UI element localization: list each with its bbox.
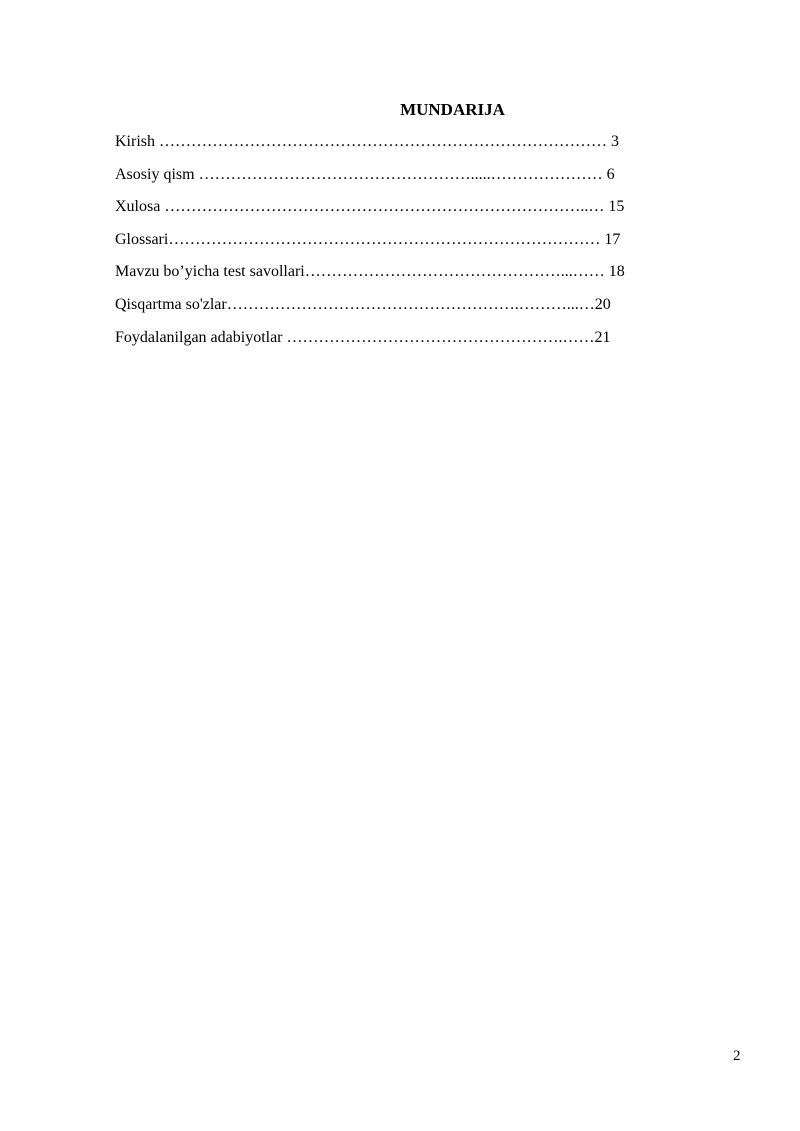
toc-entry-page: 17 <box>604 230 621 248</box>
toc-entry-leader: …………………………………………...…… <box>304 263 609 281</box>
toc-entry-page: 6 <box>606 165 615 183</box>
toc-entry-leader: ………………………………………………………………………… <box>155 133 611 150</box>
toc-entry-xulosa[interactable] <box>115 197 705 230</box>
toc-entry-page: 21 <box>594 328 611 346</box>
toc-entry-leader: ……………………………………………………………………… <box>168 230 605 248</box>
toc-entry-label: Xulosa <box>115 198 161 216</box>
toc-entry-asosiy-qism[interactable] <box>115 165 705 198</box>
toc-entry-glossari[interactable] <box>115 230 705 263</box>
toc-entry-test-savollari[interactable] <box>115 262 705 295</box>
toc-entry-page: 15 <box>608 198 625 216</box>
toc-entry-qisqartma-sozlar[interactable] <box>115 295 705 328</box>
toc-title: MUNDARIJA <box>400 100 505 119</box>
toc-entry-leader: ……………………………………………………………………..… <box>160 198 609 216</box>
toc-entry-page: 18 <box>608 263 625 281</box>
toc-entry-label: Asosiy qism <box>115 165 195 183</box>
toc-entry-label: Foydalanilgan adabiyotlar <box>115 328 283 346</box>
toc-entry-leader: …………………………………………….....………………… <box>194 165 607 183</box>
toc-entry-label: Mavzu bo’yicha test savollari <box>115 263 305 281</box>
toc-entry-label: Qisqartma so'zlar <box>115 295 227 313</box>
toc-entry-label: Kirish <box>115 133 155 150</box>
page-number: 2 <box>733 1048 741 1064</box>
toc-entry-leader: ……………………………………………….………...… <box>226 295 595 313</box>
toc-entry-leader: …………………………………………….…… <box>282 328 595 346</box>
toc-entry-label: Glossari <box>115 230 169 248</box>
toc-entry-kirish[interactable] <box>115 132 705 165</box>
table-of-contents <box>115 132 705 360</box>
toc-entry-adabiyotlar[interactable] <box>115 328 705 361</box>
toc-entry-page: 20 <box>594 295 611 313</box>
toc-entry-page: 3 <box>611 133 619 150</box>
